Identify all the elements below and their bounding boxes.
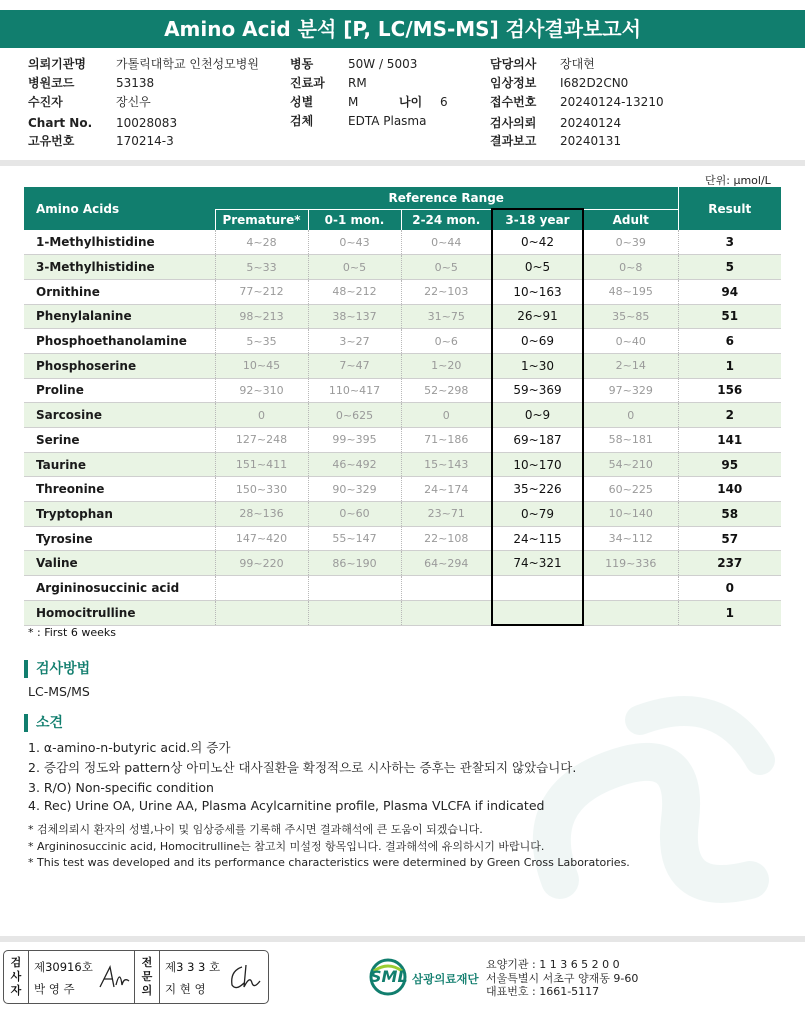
reference-value — [215, 576, 308, 601]
reference-value: 90~329 — [308, 477, 401, 502]
info-label: 검체 — [290, 114, 314, 128]
reference-value: 35~85 — [583, 304, 678, 329]
table-row — [24, 403, 781, 428]
amino-acid-name: Homocitrulline — [24, 600, 215, 625]
reference-value-highlight: 0~79 — [492, 502, 583, 527]
amino-acid-name: Tyrosine — [24, 526, 215, 551]
reference-value: 34~112 — [583, 526, 678, 551]
reference-value-highlight: 10~170 — [492, 452, 583, 477]
header-amino-acids: Amino Acids — [24, 187, 215, 230]
amino-acid-name: Valine — [24, 551, 215, 576]
divider — [28, 951, 29, 1003]
divider-band — [0, 160, 805, 166]
reference-value: 99~395 — [308, 428, 401, 453]
info-value: 20240124-13210 — [560, 95, 664, 109]
report-title: Amino Acid 분석 [P, LC/MS-MS] 검사결과보고서 — [0, 10, 805, 48]
reference-value: 0~8 — [583, 255, 678, 280]
logo-text: SML — [370, 967, 408, 986]
reference-value-highlight: 0~42 — [492, 230, 583, 255]
reference-value: 92~310 — [215, 378, 308, 403]
reference-value — [308, 600, 401, 625]
info-value: I682D2CN0 — [560, 76, 629, 90]
info-label: 수진자 — [28, 95, 63, 109]
note-line: * This test was developed and its performance characteristics were determined by Green Cross Laboratories. — [28, 856, 630, 869]
organization-name: 삼광의료재단 — [412, 972, 479, 986]
amino-acid-name: Sarcosine — [24, 403, 215, 428]
note-line: * Argininosuccinic acid, Homocitrulline는 참고치 미설정 항목입니다. 결과해석에 유의하시기 바랍니다. — [28, 840, 545, 853]
reference-value: 7~47 — [308, 353, 401, 378]
reference-value-highlight: 1~30 — [492, 353, 583, 378]
age-label: 나이 — [399, 95, 423, 109]
reference-value: 86~190 — [308, 551, 401, 576]
info-label: 결과보고 — [490, 134, 537, 148]
amino-acid-name: Taurine — [24, 452, 215, 477]
info-value: 53138 — [116, 76, 155, 90]
reviewer-label: 전문의 — [141, 956, 153, 997]
reference-value-highlight: 35~226 — [492, 477, 583, 502]
table-row — [24, 452, 781, 477]
examiner-label: 검사자 — [10, 956, 22, 997]
reference-value: 110~417 — [308, 378, 401, 403]
reference-value: 97~329 — [583, 378, 678, 403]
result-value: 57 — [678, 526, 781, 551]
reference-value: 0~43 — [308, 230, 401, 255]
reviewer-name: 지 현 영 — [165, 982, 206, 996]
amino-acid-name: 1-Methylhistidine — [24, 230, 215, 255]
reference-value-highlight: 0~69 — [492, 329, 583, 354]
info-value: 가톨릭대학교 인천성모병원 — [116, 57, 259, 71]
info-value: 170214-3 — [116, 134, 174, 148]
reference-value-highlight: 74~321 — [492, 551, 583, 576]
result-value: 141 — [678, 428, 781, 453]
info-value: 20240131 — [560, 134, 622, 148]
reference-value: 3~27 — [308, 329, 401, 354]
table-row — [24, 502, 781, 527]
examiner-number: 제30916호 — [34, 960, 93, 974]
info-label: 검사의뢰 — [490, 116, 537, 130]
table-footnote: * : First 6 weeks — [28, 626, 116, 639]
result-value: 95 — [678, 452, 781, 477]
reference-value — [215, 600, 308, 625]
info-label: 병원코드 — [28, 76, 75, 90]
info-value: 50W / 5003 — [348, 57, 418, 71]
reference-value: 147~420 — [215, 526, 308, 551]
watermark-logo — [520, 680, 805, 940]
amino-acid-rows — [24, 230, 781, 625]
result-value: 6 — [678, 329, 781, 354]
reference-value-highlight: 26~91 — [492, 304, 583, 329]
examiner-signature — [96, 963, 132, 993]
reference-value: 38~137 — [308, 304, 401, 329]
reference-value-highlight — [492, 600, 583, 625]
examiner-name: 박 영 주 — [34, 982, 75, 996]
org-phone: 대표번호 : 1661-5117 — [486, 985, 600, 998]
sml-logo — [368, 957, 478, 997]
result-value: 0 — [678, 576, 781, 601]
reference-value: 58~181 — [583, 428, 678, 453]
amino-acid-name: Phenylalanine — [24, 304, 215, 329]
table-row — [24, 600, 781, 625]
reference-value-highlight: 10~163 — [492, 279, 583, 304]
reference-value: 0~625 — [308, 403, 401, 428]
reference-value: 52~298 — [401, 378, 492, 403]
amino-acid-name: Ornithine — [24, 279, 215, 304]
reference-value: 0 — [401, 403, 492, 428]
info-value: 장대현 — [560, 57, 595, 71]
reference-value — [401, 600, 492, 625]
note-line: * 검체의뢰시 환자의 성별,나이 및 임상증세를 기록해 주시면 결과해석에 큰 도움이 되겠습니다. — [28, 823, 483, 836]
amino-acid-name: Serine — [24, 428, 215, 453]
divider — [134, 951, 135, 1003]
reference-value: 31~75 — [401, 304, 492, 329]
info-value: 장신우 — [116, 95, 151, 109]
header-ref-col: Premature* — [215, 209, 308, 230]
info-label: 접수번호 — [490, 95, 537, 109]
reference-value: 5~33 — [215, 255, 308, 280]
amino-acid-name: Threonine — [24, 477, 215, 502]
table-row — [24, 329, 781, 354]
header-reference-range: Reference Range — [215, 187, 678, 209]
reference-value: 5~35 — [215, 329, 308, 354]
reference-value: 150~330 — [215, 477, 308, 502]
result-value: 1 — [678, 353, 781, 378]
reference-value: 24~174 — [401, 477, 492, 502]
info-value: RM — [348, 76, 367, 90]
table-row — [24, 255, 781, 280]
table-row — [24, 551, 781, 576]
header-ref-col: Adult — [583, 209, 678, 230]
finding-line: 3. R/O) Non-specific condition — [28, 780, 214, 795]
result-value: 51 — [678, 304, 781, 329]
result-value: 237 — [678, 551, 781, 576]
reference-value: 0~44 — [401, 230, 492, 255]
reference-value: 15~143 — [401, 452, 492, 477]
amino-acid-name: Phosphoserine — [24, 353, 215, 378]
reference-value: 22~103 — [401, 279, 492, 304]
result-value: 3 — [678, 230, 781, 255]
findings-heading: 소견 — [24, 714, 63, 732]
organization-info — [486, 958, 638, 999]
reference-value: 151~411 — [215, 452, 308, 477]
reference-value: 0 — [215, 403, 308, 428]
info-label: 병동 — [290, 57, 314, 71]
finding-line: 2. 증감의 정도와 pattern상 아미노산 대사질환을 확정적으로 시사하는 증후는 관찰되지 않았습니다. — [28, 760, 577, 775]
reference-value-highlight: 24~115 — [492, 526, 583, 551]
info-value: EDTA Plasma — [348, 114, 427, 128]
reference-value: 54~210 — [583, 452, 678, 477]
header-ref-col-highlight: 3-18 year — [492, 209, 583, 230]
info-label: 담당의사 — [490, 57, 537, 71]
reference-value-highlight: 0~5 — [492, 255, 583, 280]
info-label: 성별 — [290, 95, 314, 109]
finding-line: 1. α-amino-n-butyric acid.의 증가 — [28, 740, 231, 755]
reviewer-number: 제3 3 3 호 — [165, 960, 221, 974]
info-value: M — [348, 95, 359, 109]
reference-value: 28~136 — [215, 502, 308, 527]
reference-value: 98~213 — [215, 304, 308, 329]
amino-acid-name: Phosphoethanolamine — [24, 329, 215, 354]
table-row — [24, 304, 781, 329]
reference-value: 0~5 — [308, 255, 401, 280]
reference-value-highlight: 59~369 — [492, 378, 583, 403]
amino-acid-name: Proline — [24, 378, 215, 403]
amino-acid-name: Tryptophan — [24, 502, 215, 527]
divider — [159, 951, 160, 1003]
reference-value: 1~20 — [401, 353, 492, 378]
result-value: 5 — [678, 255, 781, 280]
reference-value: 0~40 — [583, 329, 678, 354]
reference-value: 71~186 — [401, 428, 492, 453]
reference-value: 64~294 — [401, 551, 492, 576]
method-text: LC-MS/MS — [28, 684, 90, 699]
reference-value-highlight: 0~9 — [492, 403, 583, 428]
method-heading: 검사방법 — [24, 660, 90, 678]
info-value: 10028083 — [116, 116, 178, 130]
header-ref-col: 0-1 mon. — [308, 209, 401, 230]
finding-line: 4. Rec) Urine OA, Urine AA, Plasma Acylcarnitine profile, Plasma VLCFA if indicated — [28, 798, 545, 813]
reference-value: 0~5 — [401, 255, 492, 280]
reference-value: 48~195 — [583, 279, 678, 304]
table-row — [24, 526, 781, 551]
reference-value: 0~6 — [401, 329, 492, 354]
reference-value — [308, 576, 401, 601]
reference-value — [583, 576, 678, 601]
unit-label: 단위: μmol/L — [705, 174, 771, 187]
reference-value: 23~71 — [401, 502, 492, 527]
divider-band — [0, 936, 805, 942]
amino-acid-name: 3-Methylhistidine — [24, 255, 215, 280]
org-address: 서울특별시 서초구 양재동 9-60 — [486, 971, 639, 985]
reference-value-highlight — [492, 576, 583, 601]
reference-value-highlight: 69~187 — [492, 428, 583, 453]
header-ref-col: 2-24 mon. — [401, 209, 492, 230]
reference-value: 48~212 — [308, 279, 401, 304]
result-value: 156 — [678, 378, 781, 403]
reviewer-signature — [226, 961, 264, 995]
reference-value: 119~336 — [583, 551, 678, 576]
age-value: 6 — [440, 95, 448, 109]
reference-value: 2~14 — [583, 353, 678, 378]
signature-box — [3, 950, 269, 1004]
reference-value: 10~140 — [583, 502, 678, 527]
reference-value: 4~28 — [215, 230, 308, 255]
amino-acid-table — [24, 187, 781, 626]
reference-value: 0 — [583, 403, 678, 428]
reference-value: 77~212 — [215, 279, 308, 304]
org-code: 요양기관 : 1 1 3 6 5 2 0 0 — [486, 958, 620, 971]
result-value: 2 — [678, 403, 781, 428]
reference-value: 22~108 — [401, 526, 492, 551]
reference-value: 55~147 — [308, 526, 401, 551]
result-value: 58 — [678, 502, 781, 527]
amino-acid-name: Argininosuccinic acid — [24, 576, 215, 601]
reference-value: 0~60 — [308, 502, 401, 527]
header-result: Result — [678, 187, 781, 230]
reference-value — [583, 600, 678, 625]
table-row — [24, 353, 781, 378]
table-row — [24, 576, 781, 601]
table-row — [24, 477, 781, 502]
reference-value: 46~492 — [308, 452, 401, 477]
reference-value — [401, 576, 492, 601]
result-value: 1 — [678, 600, 781, 625]
table-row — [24, 428, 781, 453]
info-label: 의뢰기관명 — [28, 57, 86, 71]
result-value: 140 — [678, 477, 781, 502]
reference-value: 60~225 — [583, 477, 678, 502]
reference-value: 10~45 — [215, 353, 308, 378]
reference-value: 99~220 — [215, 551, 308, 576]
result-value: 94 — [678, 279, 781, 304]
info-label: 고유번호 — [28, 134, 75, 148]
info-label: 진료과 — [290, 76, 325, 90]
table-row — [24, 230, 781, 255]
info-label: Chart No. — [28, 116, 93, 130]
table-row — [24, 378, 781, 403]
reference-value: 0~39 — [583, 230, 678, 255]
table-row — [24, 279, 781, 304]
reference-value: 127~248 — [215, 428, 308, 453]
info-label: 임상정보 — [490, 76, 537, 90]
info-value: 20240124 — [560, 116, 622, 130]
